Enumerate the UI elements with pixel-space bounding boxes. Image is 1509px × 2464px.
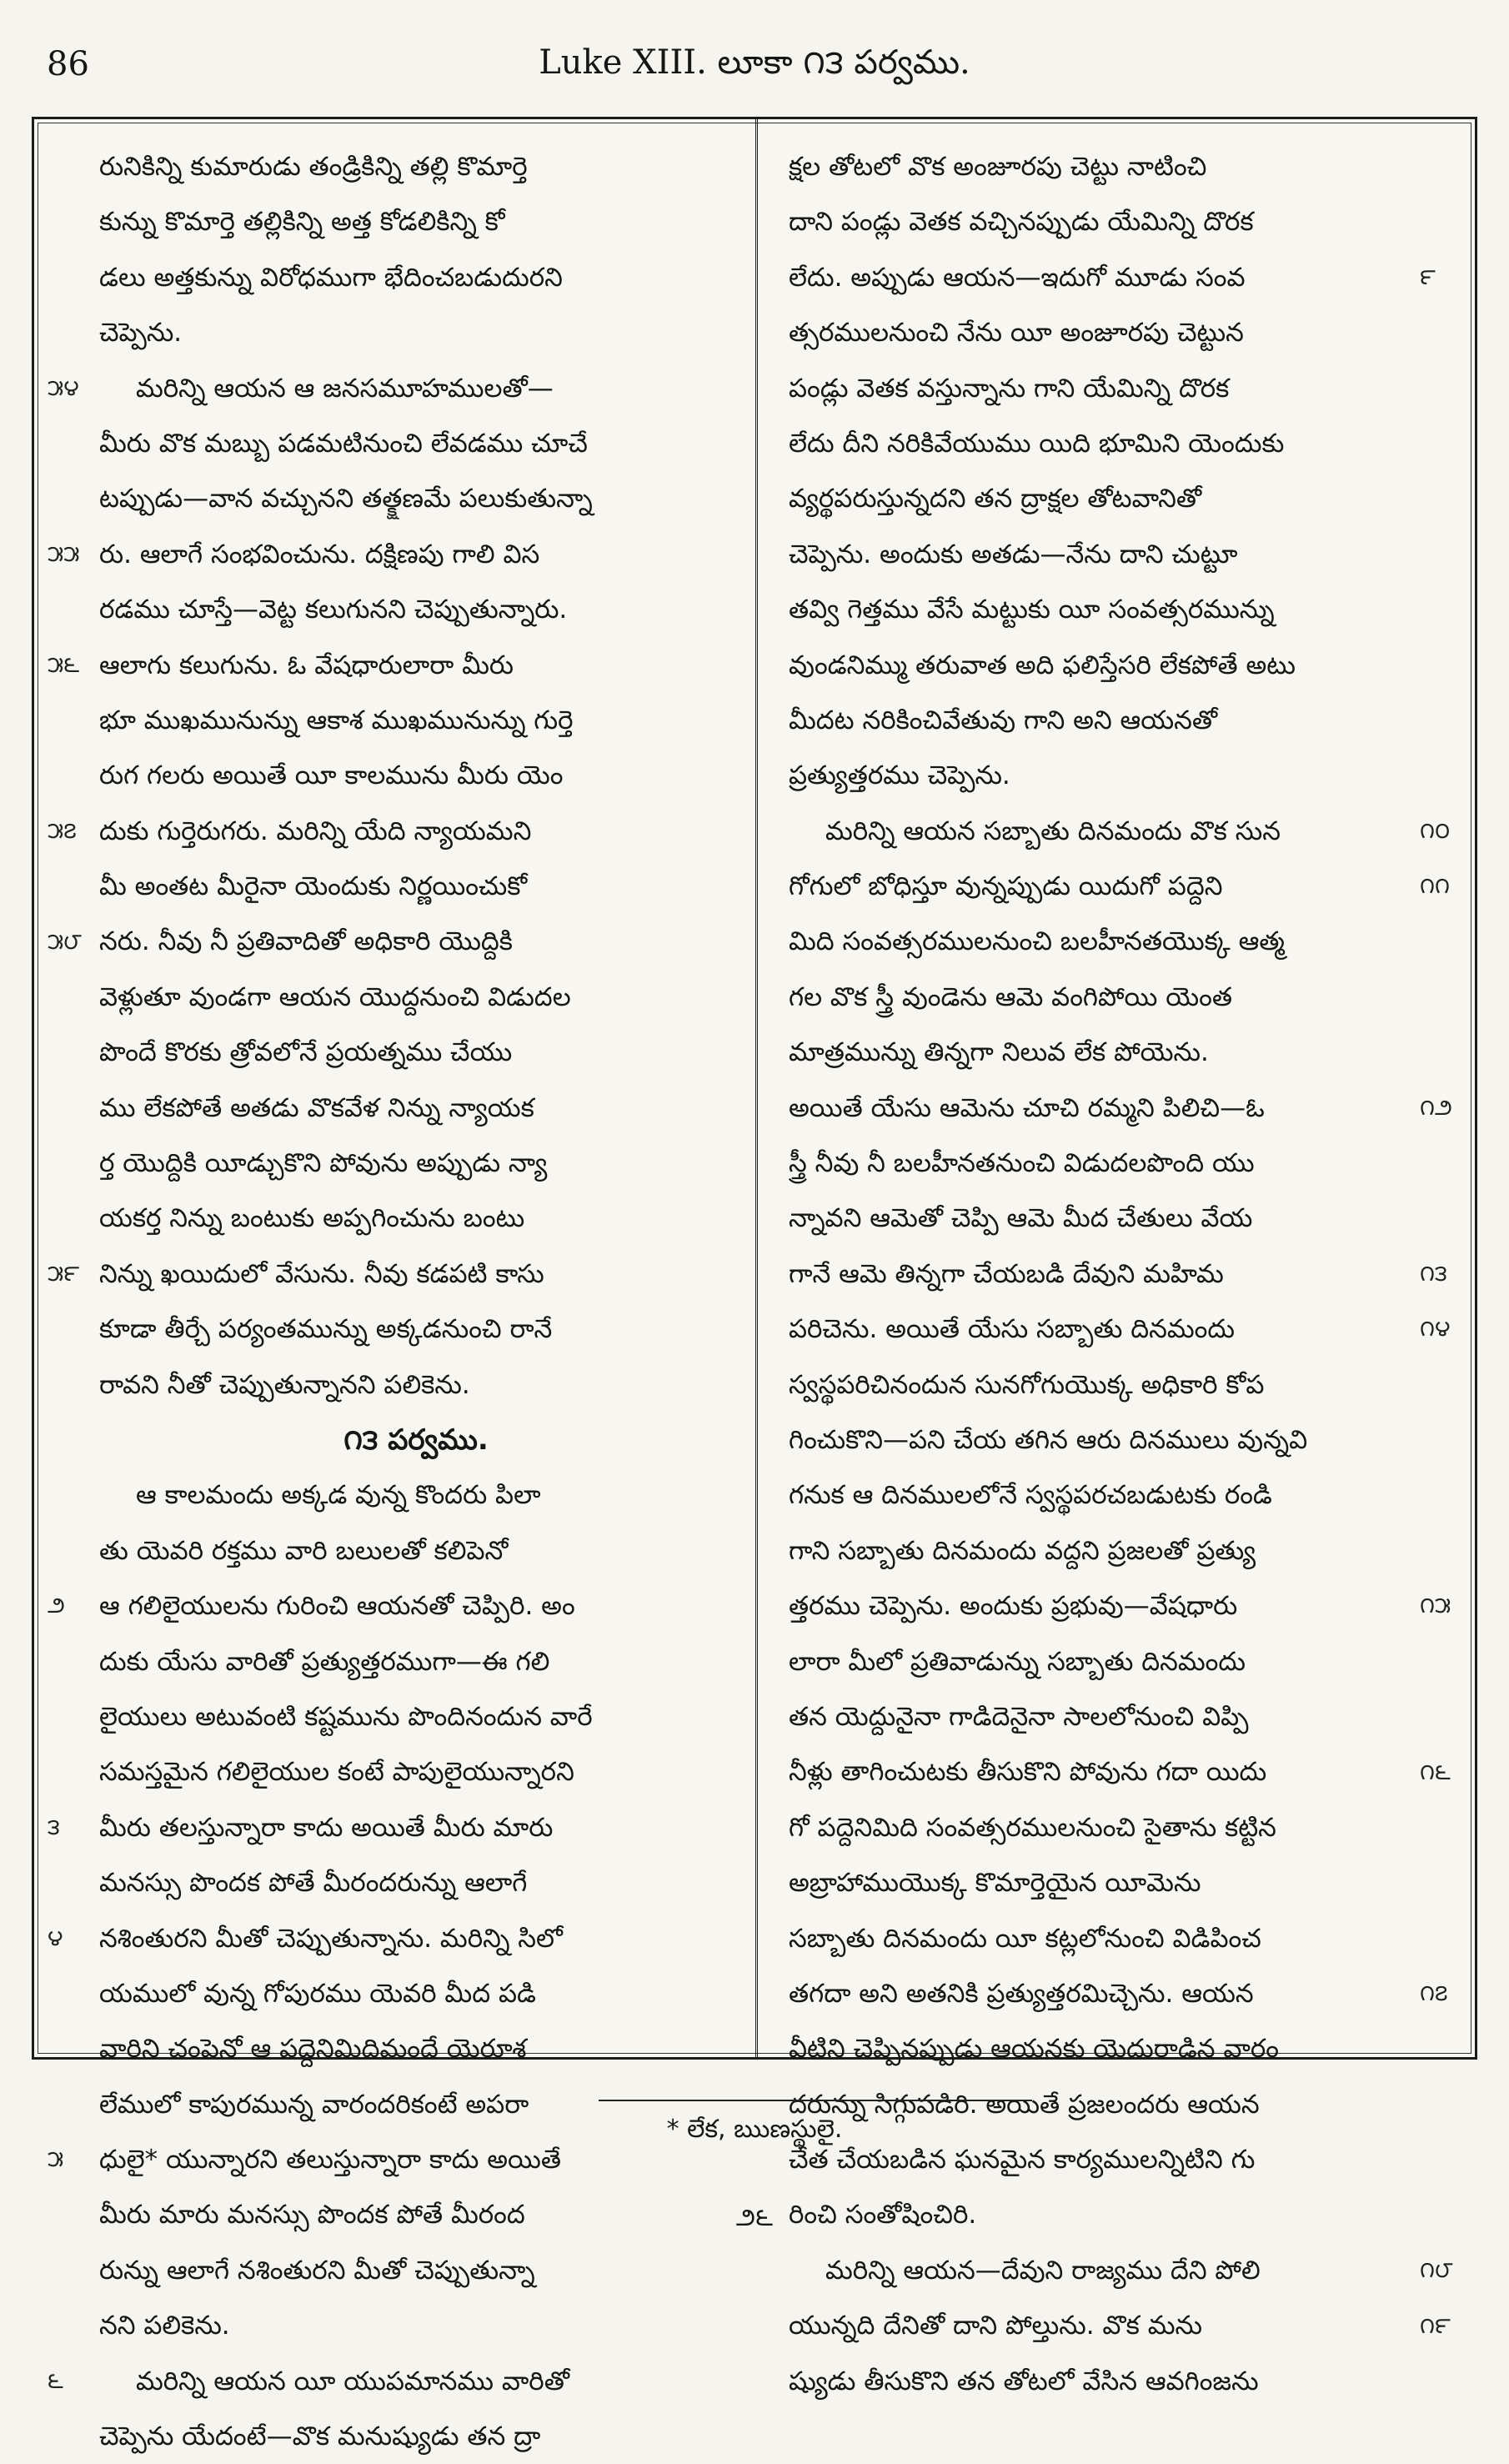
text-line: మీ అంతట మీరైనా యెందుకు నిర్ణయించుకో: [99, 871, 528, 902]
text-line: రున్ను ఆలాగే నశింతురని మీతో చెప్పుతున్నా: [99, 2255, 535, 2286]
verse-number: ౧౯: [1420, 2312, 1451, 2339]
text-line: నశింతురని మీతో చెప్పుతున్నాను. మరిన్ని సిలో: [99, 1923, 563, 1954]
text-line: రించి సంతోషించిరి.: [789, 2200, 977, 2231]
text-line: డలు అత్తకున్ను విరోధముగా భేదించబడుదురని: [99, 262, 563, 293]
text-line: మీరు తలస్తున్నారా కాదు అయితే మీరు మారు: [99, 1812, 554, 1843]
text-line: రుగ గలరు అయితే యీ కాలమును మీరు యెం: [99, 760, 564, 791]
text-line: లైయులు అటువంటి కష్టమును పొందినందున వారే: [99, 1701, 593, 1732]
verse-number: ౩: [48, 1814, 60, 1840]
text-line: వారిని చంపెనో ఆ పద్దెనిమిదిమందే యెరూశ: [99, 2034, 527, 2065]
text-line: సబ్బాతు దినమందు యీ కట్లలోనుంచి విడిపించ: [789, 1923, 1261, 1954]
text-line: క్షల తోటలో వొక అంజూరపు చెట్టు నాటించి: [789, 152, 1207, 182]
verse-number: ౪: [48, 1925, 63, 1951]
text-line: న్నావని ఆమెతో చెప్పి ఆమె మీద చేతులు వేయ: [789, 1203, 1253, 1234]
text-line: దుకు యేసు వారితో ప్రత్యుత్తరముగా—ఈ గలి: [99, 1646, 550, 1677]
verse-number: ౧౮: [1420, 2257, 1453, 2284]
signature-mark: ౨౬: [735, 2203, 774, 2232]
text-line: గోగులో బోధిస్తూ వున్నప్పుడు యిదుగో పద్దెని: [789, 871, 1223, 902]
page: [32, 25, 1477, 2452]
text-line: యములో వున్న గోపురము యెవరి మీద పడి: [99, 1978, 536, 2009]
verse-number: ౬: [48, 2368, 63, 2394]
text-line: స్త్రీ నీవు నీ బలహీనతనుంచి విడుదలపొంది యు: [789, 1148, 1255, 1179]
verse-number: ౫౪: [48, 374, 79, 401]
text-line: మనస్సు పొందక పోతే మీరందరున్ను ఆలాగే: [99, 1868, 528, 1899]
text-line: ఆ కాలమందు అక్కడ వున్న కొందరు పిలా: [136, 1480, 541, 1511]
text-line: ష్యుడు తీసుకొని తన తోటలో వేసిన ఆవగింజను: [789, 2366, 1259, 2396]
text-line: తగదా అని అతనికి ప్రత్యుత్తరమిచ్చెను. ఆయన: [789, 1978, 1254, 2009]
text-line: మీరు మారు మనస్సు పొందక పోతే మీరంద: [99, 2200, 525, 2231]
text-line: వీటిని చెప్పినప్పుడు ఆయనకు యెదురాడిన వారం: [789, 2034, 1279, 2065]
text-line: వుండనిమ్ము తరువాత అది ఫలిస్తేసరి లేకపోతే అటు: [789, 650, 1296, 680]
verse-number: ౫౮: [48, 928, 82, 955]
text-line: గో పద్దెనిమిది సంవత్సరములనుంచి సైతాను కట్టిన: [789, 1812, 1276, 1843]
text-line: గించుకొని—పని చేయ తగిన ఆరు దినములు వున్నవి: [789, 1424, 1308, 1455]
verse-number: ౧౨: [1420, 1094, 1452, 1121]
footnote-rule: [599, 2100, 1032, 2101]
text-line: మీరు వొక మబ్బు పడమటినుంచి లేవడము చూచే: [99, 428, 588, 459]
text-line: త్సరములనుంచి నేను యీ అంజూరపు చెట్టున: [789, 318, 1244, 349]
text-line: రు. ఆలాగే సంభవించును. దక్షిణపు గాలి విస: [99, 539, 540, 570]
text-line: రావని నీతో చెప్పుతున్నానని పలికెను.: [99, 1369, 470, 1400]
text-line: టప్పుడు—వాన వచ్చునని తత్క్షణమే పలుకుతున్నా: [99, 484, 593, 514]
text-line: పొందే కొరకు త్రోవలోనే ప్రయత్నము చేయు: [99, 1037, 513, 1068]
text-line: వెళ్లుతూ వుండగా ఆయన యొద్దనుంచి విడుదల: [99, 981, 571, 1012]
text-line: పరిచెను. అయితే యేసు సబ్బాతు దినమందు: [789, 1314, 1235, 1345]
text-line: ధులై* యున్నారని తలుస్తున్నారా కాదు అయితే: [99, 2145, 561, 2175]
text-line: లేములో కాపురమున్న వారందరికంటే అపరా: [99, 2089, 529, 2120]
text-line: చెప్పెను యేదంటే—వొక మనుష్యుడు తన ద్రా: [99, 2421, 541, 2452]
text-line: దుకు గుర్తెరుగరు. మరిన్ని యేది న్యాయమని: [99, 815, 532, 846]
text-line: త్తరము చెప్పెను. అందుకు ప్రభువు—వేషధారు: [789, 1591, 1238, 1622]
text-line: నీళ్లు తాగించుటకు తీసుకొని పోవును గదా యిదు: [789, 1757, 1267, 1788]
text-line: కున్ను కొమార్తె తల్లికిన్ని అత్త కోడలికిన్ని కో: [99, 207, 505, 238]
text-line: చెప్పెను. అందుకు అతడు—నేను దాని చుట్టూ: [789, 539, 1238, 570]
running-title: Luke XIII. లూకా ౧౩ పర్వము.: [539, 43, 970, 82]
text-line: యున్నది దేనితో దాని పోల్తును. వొక మను: [789, 2311, 1203, 2341]
text-line: లారా మీలో ప్రతివాడున్ను సబ్బాతు దినమందు: [789, 1646, 1246, 1677]
verse-number: ౯: [1420, 263, 1436, 290]
text-line: అబ్రాహాముయొక్క కొమార్తెయైన యీమెను: [789, 1868, 1201, 1899]
text-line: వ్యర్థపరుస్తున్నదని తన ద్రాక్షల తోటవానితో: [789, 484, 1202, 514]
verse-number: ౨: [48, 1593, 65, 1619]
verse-number: ౧౩: [1420, 1261, 1447, 1287]
column-divider: [755, 119, 758, 2057]
text-line: లేదు. అప్పుడు ఆయన—ఇదుగో మూడు సంవ: [789, 262, 1246, 293]
text-line: దరున్ను సిగ్గుపడిరి. అయితే ప్రజలందరు ఆయన: [789, 2089, 1260, 2120]
text-line: రడము చూస్తే—వెట్ట కలుగునని చెప్పుతున్నారు.: [99, 595, 568, 625]
text-line: నరు. నీవు నీ ప్రతివాదితో అధికారి యొద్దికి: [99, 926, 513, 957]
verse-number: ౧౧: [1420, 873, 1450, 900]
text-line: చెప్పెను.: [99, 318, 183, 349]
text-line: మీదట నరికించివేతువు గాని అని ఆయనతో: [789, 705, 1218, 735]
text-line: యకర్త నిన్ను బంటుకు అప్పగించును బంటు: [99, 1203, 525, 1234]
verse-number: ౧౬: [1420, 1759, 1451, 1785]
chapter-heading: ౧౩ పర్వము.: [343, 1423, 489, 1457]
verse-number: ౧౫: [1420, 1593, 1451, 1619]
text-line: గాని సబ్బాతు దినమందు వద్దని ప్రజలతో ప్రత్యు: [789, 1535, 1256, 1566]
text-line: తు యెవరి రక్తము వారి బలులతో కలిపెనో: [99, 1535, 509, 1566]
text-line: అయితే యేసు ఆమెను చూచి రమ్మని పిలిచి—ఓ: [789, 1092, 1265, 1123]
verse-number: ౫౯: [48, 1261, 80, 1287]
text-line: ఆలాగు కలుగును. ఓ వేషధారులారా మీరు: [99, 650, 514, 680]
text-line: ర్త యొద్దికి యీడ్చుకొని పోవును అప్పుడు న్యా: [99, 1148, 548, 1179]
page-header: [32, 25, 1477, 97]
text-line: గానే ఆమె తిన్నగా చేయబడి దేవుని మహిమ: [789, 1258, 1224, 1289]
text-line: సమస్తమైన గలిలైయుల కంటే పాపులైయున్నారని: [99, 1757, 574, 1788]
text-line: మరిన్ని ఆయన ఆ జనసమూహములతో—: [136, 373, 554, 404]
text-line: మిది సంవత్సరములనుంచి బలహీనతయొక్క ఆత్మ: [789, 926, 1285, 957]
verse-number: ౧౪: [1420, 1316, 1451, 1342]
verse-number: ౫౫: [48, 540, 80, 567]
text-line: లేదు దీని నరికివేయుము యిది భూమిని యెందుకు: [789, 428, 1285, 459]
verse-number: ౫౭: [48, 817, 77, 844]
text-line: తవ్వి గెత్తము వేసే మట్టుకు యీ సంవత్సరమున్ను: [789, 595, 1275, 625]
text-line: గల వొక స్త్రీ వుండెను ఆమె వంగిపోయి యెంత: [789, 981, 1232, 1012]
text-line: చేత చేయబడిన ఘనమైన కార్యములన్నిటిని గు: [789, 2145, 1256, 2175]
text-line: నని పలికెను.: [99, 2311, 230, 2341]
verse-number: ౧౭: [1420, 1980, 1448, 2007]
text-line: మరిన్ని ఆయన సబ్బాతు దినమందు వొక సున: [825, 815, 1281, 846]
text-line: కూడా తీర్చే పర్యంతమున్ను అక్కడనుంచి రానే: [99, 1314, 553, 1345]
text-line: దాని పండ్లు వెతక వచ్చినప్పుడు యేమిన్ని దొరక: [789, 207, 1254, 238]
right-column: [789, 139, 1397, 2409]
text-line: పండ్లు వెతక వస్తున్నాను గాని యేమిన్ని దొరక: [789, 373, 1230, 404]
text-line: స్వస్థపరిచినందున సునగోగుయొక్క అధికారి కోప: [789, 1369, 1265, 1400]
verse-number: ౧౦: [1420, 817, 1451, 844]
text-line: మరిన్ని ఆయన యీ యుపమానము వారితో: [136, 2366, 569, 2396]
text-line: ప్రత్యుత్తరము చెప్పెను.: [789, 760, 1010, 791]
text-line: మాత్రమున్ను తిన్నగా నిలువ లేక పోయెను.: [789, 1037, 1209, 1068]
text-line: ఆ గలిలైయులను గురించి ఆయనతో చెప్పిరి. అం: [99, 1591, 575, 1622]
text-line: భూ ముఖమునున్ను ఆకాశ ముఖమునున్ను గుర్తె: [99, 705, 574, 735]
footnote: * లేక, ఋణస్థులై.: [666, 2115, 843, 2144]
text-line: నిన్ను ఖయిదులో వేసును. నీవు కడపటి కాసు: [99, 1258, 544, 1289]
verse-number: ౫౬: [48, 651, 80, 678]
text-line: రునికిన్ని కుమారుడు తండ్రికిన్ని తల్లి కొమార్తె: [99, 152, 528, 182]
text-line: గనుక ఆ దినములలోనే స్వస్థపరచబడుటకు రండి: [789, 1480, 1272, 1511]
text-line: ము లేకపోతే అతడు వొకవేళ నిన్ను న్యాయక: [99, 1092, 534, 1123]
text-line: మరిన్ని ఆయన—దేవుని రాజ్యము దేని పోలి: [825, 2255, 1261, 2286]
text-line: తన యెద్దునైనా గాడిదెనైనా సాలలోనుంచి విప్పి: [789, 1701, 1249, 1732]
verse-number: ౫: [48, 2146, 64, 2173]
page-number: 86: [47, 45, 89, 83]
